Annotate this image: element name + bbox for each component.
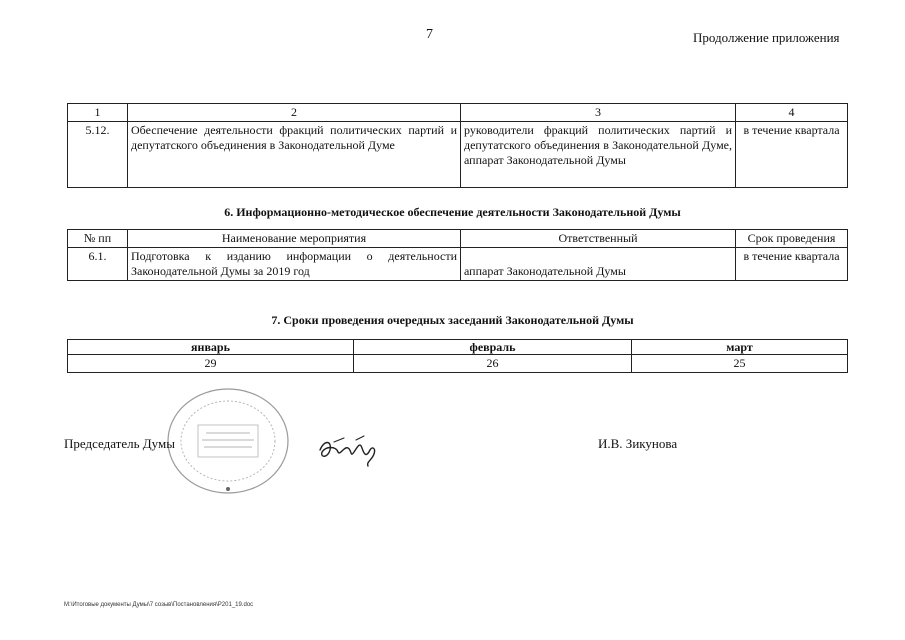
month-february: февраль [354,340,632,355]
col-number-4: 4 [736,104,848,122]
handwritten-signature-icon [314,428,384,468]
section-7-title: 7. Сроки проведения очередных заседаний Законодательной Думы [271,313,634,327]
day-february: 26 [354,355,632,373]
col-number-1: 1 [68,104,128,122]
col-number-3: 3 [461,104,736,122]
row-event: Подготовка к изданию информации о деятельности Законодательной Думы за 2019 год [128,248,461,281]
row-responsible: аппарат Законодательной Думы [461,248,736,281]
table-header-row [68,104,848,122]
table-section-6 [67,229,848,281]
row-event: Обеспечение деятельности фракций политических партий и депутатского объединения в Законодательной Думе [128,122,461,188]
official-seal-icon [164,385,292,497]
table-row [68,122,848,188]
header-responsible: Ответственный [461,230,736,248]
file-path-footer: M:\Итоговые документы Думы\7 созыв\Постановления\P201_19.doc [64,602,254,608]
table-row [68,355,848,373]
table-section-7 [67,339,848,373]
header-event: Наименование мероприятия [128,230,461,248]
table-row [68,248,848,281]
continuation-note: Продолжение приложения [693,30,840,45]
month-january: январь [68,340,354,355]
section-6-title: 6. Информационно-методическое обеспечение деятельности Законодательной Думы [224,205,681,219]
row-term: в течение квартала [736,248,848,281]
day-january: 29 [68,355,354,373]
page-number: 7 [426,27,433,42]
table-header-row [68,340,848,355]
table-header-row [68,230,848,248]
month-march: март [632,340,848,355]
col-number-2: 2 [128,104,461,122]
header-num: № пп [68,230,128,248]
signatory-name: И.В. Зикунова [598,436,678,451]
row-number: 5.12. [68,122,128,188]
row-term: в течение квартала [736,122,848,188]
row-number: 6.1. [68,248,128,281]
table-plan-continuation [67,103,848,188]
signatory-position: Председатель Думы [64,436,175,451]
row-responsible: руководители фракций политических партий и депутатского объединения в Законодательной Думе, аппарат Законодательной Думы [461,122,736,188]
day-march: 25 [632,355,848,373]
header-term: Срок проведения [736,230,848,248]
